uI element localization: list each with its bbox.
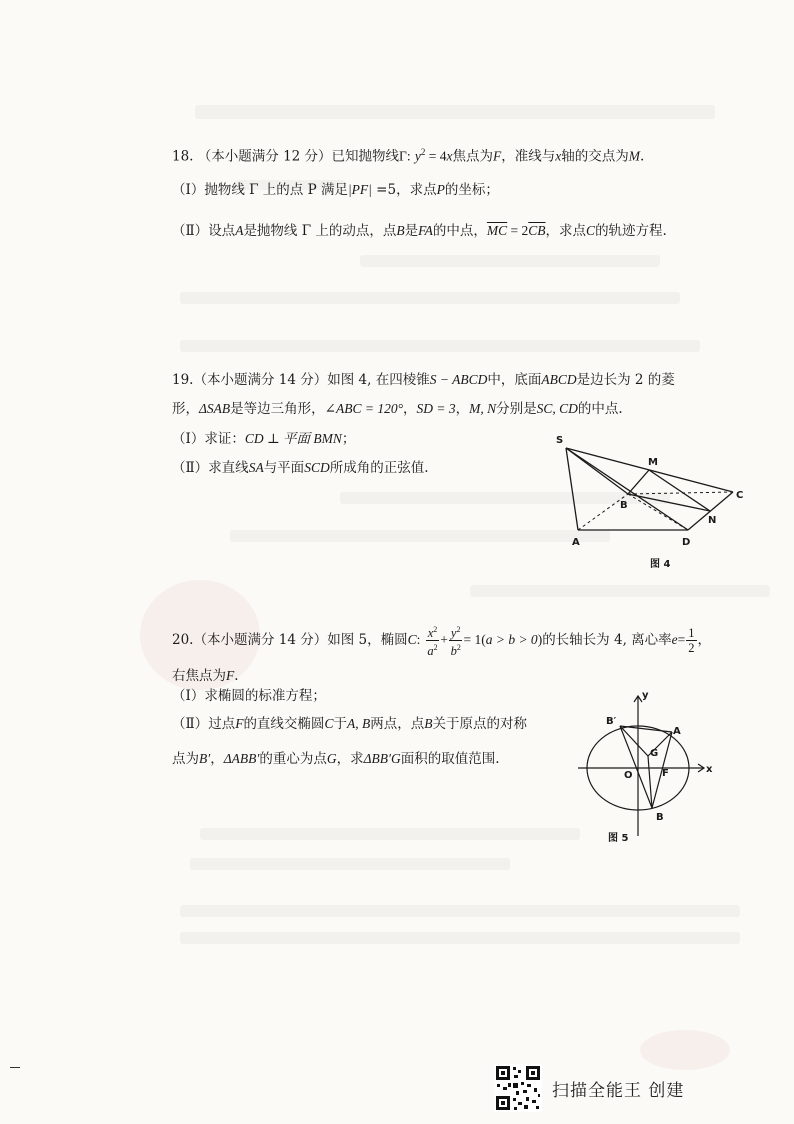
axis-label-x: x <box>706 764 713 775</box>
q18-number: 18. <box>172 148 194 165</box>
q19-part2: （Ⅱ）求直线SA与平面SCD所成角的正弦值. <box>172 460 429 476</box>
q19-stem-line2: 形，ΔSAB是等边三角形，∠ABC = 120°，SD = 3，M, N分别是SC, CD的中点. <box>172 401 623 417</box>
segment-BpB <box>620 726 652 808</box>
fraction-x2-a2: $\frac{x^2}{a^2}$ <box>427 624 438 659</box>
bleed-through-mark <box>190 858 510 870</box>
bleed-through-mark <box>470 585 770 597</box>
q20-stem-line1: 20.（本小题满分 14 分）如图 5，椭圆C: $\frac{x^2}{a^2}$ + $\frac{y^2}{b^2}$ = 1(a > b > 0)的长轴长为 4, 离心率e= $\frac{1}{2}$ ， <box>172 624 712 659</box>
q19-part1: （Ⅰ）求证：CD ⊥ 平面 BMN； <box>172 431 356 447</box>
qr-code-icon <box>494 1064 542 1112</box>
q18-stem: 18. （本小题满分 12 分）已知抛物线Γ: $y^2 = 4x$焦点为F，准线与x轴的交点为M. <box>172 147 645 165</box>
scanner-brand-text: 扫描全能王 创建 <box>552 1081 685 1101</box>
q20-part2-cont: 点为B′，ΔABB′的重心为点G，求ΔBB′G面积的取值范围. <box>172 751 500 767</box>
q20-part2: （Ⅱ）过点F的直线交椭圆C于A, B两点，点B关于原点的对称 <box>172 716 527 732</box>
bleed-through-mark <box>195 105 715 119</box>
q20-number: 20. <box>172 632 194 648</box>
edge-SB <box>566 448 628 494</box>
q20-part1: （Ⅰ）求椭圆的标准方程； <box>172 688 326 704</box>
point-label-O: O <box>624 770 633 781</box>
vertex-label-C: C <box>736 490 744 501</box>
fraction-y2-b2: $\frac{y^2}{b^2}$ <box>450 624 461 659</box>
vertex-label-D: D <box>682 537 691 548</box>
bleed-through-mark <box>180 932 740 944</box>
hidden-edge-BC <box>628 492 733 494</box>
edge-BM <box>628 470 649 494</box>
q19-stem-line1: 19.（本小题满分 14 分）如图 4, 在四棱锥S − ABCD中，底面ABCD是边长为 2 的菱 <box>172 372 675 388</box>
figure-5-ellipse <box>576 686 726 846</box>
point-label-F: F <box>662 768 669 779</box>
vertex-label-A: A <box>572 537 580 548</box>
bleed-through-mark <box>200 828 580 840</box>
fraction-one-half: $\frac{1}{2}$ <box>688 626 695 655</box>
vertex-label-S: S <box>556 435 564 446</box>
bleed-through-mark <box>180 905 740 917</box>
q18-part1: （Ⅰ）抛物线 Γ 上的点 P 满足|PF| =5，求点P的坐标； <box>172 182 499 198</box>
vertex-label-N: N <box>708 515 717 526</box>
point-label-G: G <box>650 748 659 759</box>
figure-4-pyramid <box>548 428 758 580</box>
figure-4-caption: 图 4 <box>650 559 671 570</box>
point-label-A: A <box>673 726 681 737</box>
bleed-through-mark <box>180 292 680 304</box>
bleed-through-mark <box>180 340 700 352</box>
edge-mark <box>10 1067 20 1068</box>
point-label-Bp: B′ <box>606 716 617 727</box>
q18-part2: （Ⅱ）设点A是抛物线 Γ 上的动点，点B是FA的中点，$\overline{MC} = 2\overline{CB}$，求点C的轨迹方程. <box>172 223 667 239</box>
figure-5-caption: 图 5 <box>608 833 629 844</box>
edge-SA <box>566 448 578 530</box>
edge-SD <box>566 448 688 530</box>
segment-BpG <box>620 726 648 756</box>
bleed-through-mark <box>360 255 660 267</box>
vertex-label-B: B <box>620 500 628 511</box>
scanner-watermark <box>494 1064 754 1114</box>
axis-label-y: y <box>642 690 649 701</box>
q20-stem-line2: 右焦点为F. <box>172 668 239 684</box>
vertex-label-M: M <box>648 457 658 468</box>
point-label-B: B <box>656 812 664 823</box>
q19-number: 19. <box>172 372 194 388</box>
